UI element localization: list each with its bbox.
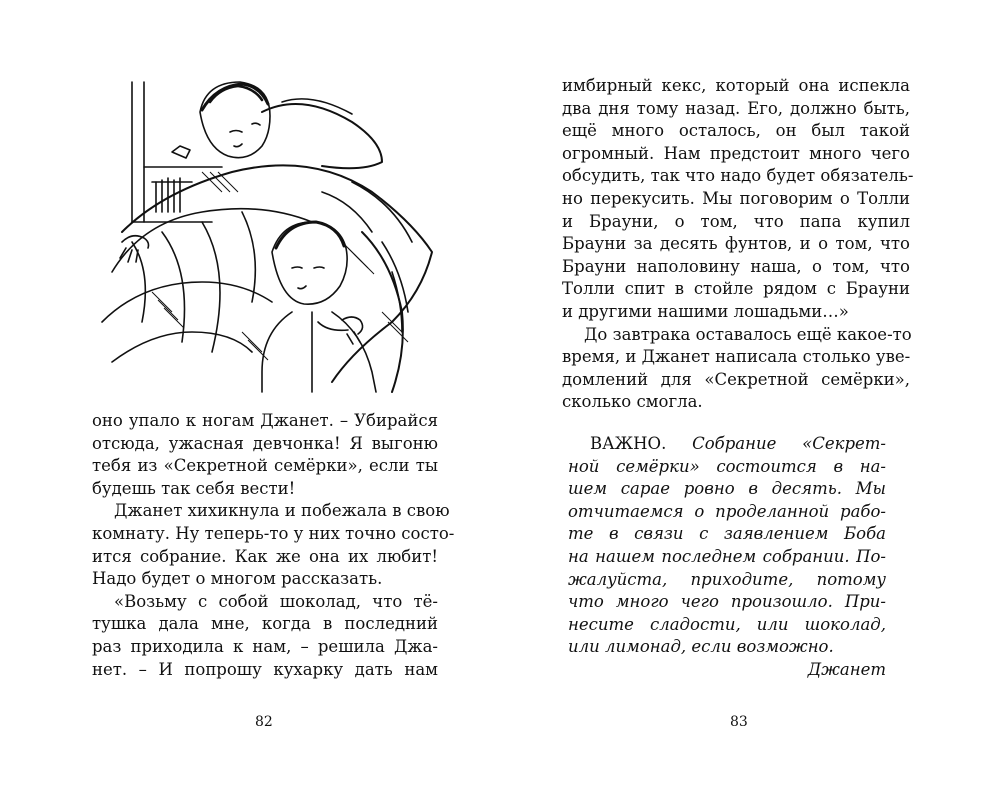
- text-line: ится собрание. Как же она их любит!: [92, 546, 438, 566]
- text-line: нет. – И попрошу кухарку дать нам: [92, 659, 438, 679]
- text-line: будешь так себя вести!: [92, 478, 296, 498]
- text-line: До завтрака оставалось ещё какое-то: [584, 324, 912, 344]
- notice-line: отчитаемся о проделанной рабо-: [568, 501, 886, 521]
- illustration-icon: [92, 72, 440, 394]
- text-line: домлений для «Секретной семёрки»,: [562, 369, 910, 389]
- page-number: 83: [730, 714, 748, 730]
- text-line: раз приходила к нам, – решила Джа-: [92, 636, 438, 656]
- text-line: время, и Джанет написала столько уве-: [562, 347, 911, 367]
- text-line: Надо будет о многом рассказать.: [92, 569, 383, 589]
- notice-line: или лимонад, если возможно.: [568, 637, 834, 657]
- text-line: Брауни наполовину наша, о том, что: [562, 256, 910, 276]
- text-line: Джанет хихикнула и побежала в свою: [114, 501, 450, 521]
- text-line: «Возьму с собой шоколад, что тё-: [114, 591, 438, 611]
- notice-signature: Джанет: [807, 659, 886, 679]
- notice-line: несите сладости, или шоколад,: [568, 614, 886, 634]
- notice-first-line: [568, 433, 886, 456]
- text-line: тебя из «Секретной семёрки», если ты: [92, 456, 438, 476]
- notice-text: Собрание «Секрет-: [692, 434, 886, 453]
- notice-line: на нашем последнем собрании. По-: [568, 546, 886, 566]
- text-line: Толли спит в стойле рядом с Брауни: [562, 279, 910, 299]
- page-number: 82: [255, 714, 273, 730]
- text-line: тушка дала мне, когда в последний: [92, 614, 438, 634]
- text-line: комнату. Ну теперь-то у них точно состо-: [92, 523, 455, 543]
- text-line: ещё много осталось, он был такой: [562, 121, 910, 141]
- notice-line: что много чего произошло. При-: [568, 592, 886, 612]
- text-line: два дня тому назад. Его, должно быть,: [562, 98, 910, 118]
- text-line: обсудить, так что надо будет обязатель-: [562, 166, 914, 186]
- notice-line: шем сарае ровно в десять. Мы: [568, 479, 886, 499]
- right-page: [500, 0, 1000, 794]
- right-page-text: [562, 75, 914, 414]
- text-line: имбирный кекс, который она испекла: [562, 76, 910, 95]
- text-line: и Брауни, о том, что папа купил: [562, 211, 910, 231]
- text-line: и другими нашими лошадьми…»: [562, 301, 849, 321]
- notice-line: те в связи с заявлением Боба: [568, 524, 886, 544]
- notice-line: жалуйста, приходите, потому: [568, 569, 886, 589]
- text-line: но перекусить. Мы поговорим о Толли: [562, 188, 910, 208]
- meeting-notice: [568, 433, 886, 682]
- left-page-text: [92, 410, 455, 681]
- notice-line: ной семёрки» состоится в на-: [568, 456, 886, 476]
- text-line: Брауни за десять фунтов, и о том, что: [562, 234, 910, 254]
- text-line: огромный. Нам предстоит много чего: [562, 143, 910, 163]
- text-line: отсюда, ужасная девчонка! Я выгоню: [92, 433, 438, 453]
- text-line: сколько смогла.: [562, 392, 703, 412]
- notice-heading: ВАЖНО.: [590, 434, 667, 453]
- text-line: оно упало к ногам Джанет. – Убирайся: [92, 411, 438, 430]
